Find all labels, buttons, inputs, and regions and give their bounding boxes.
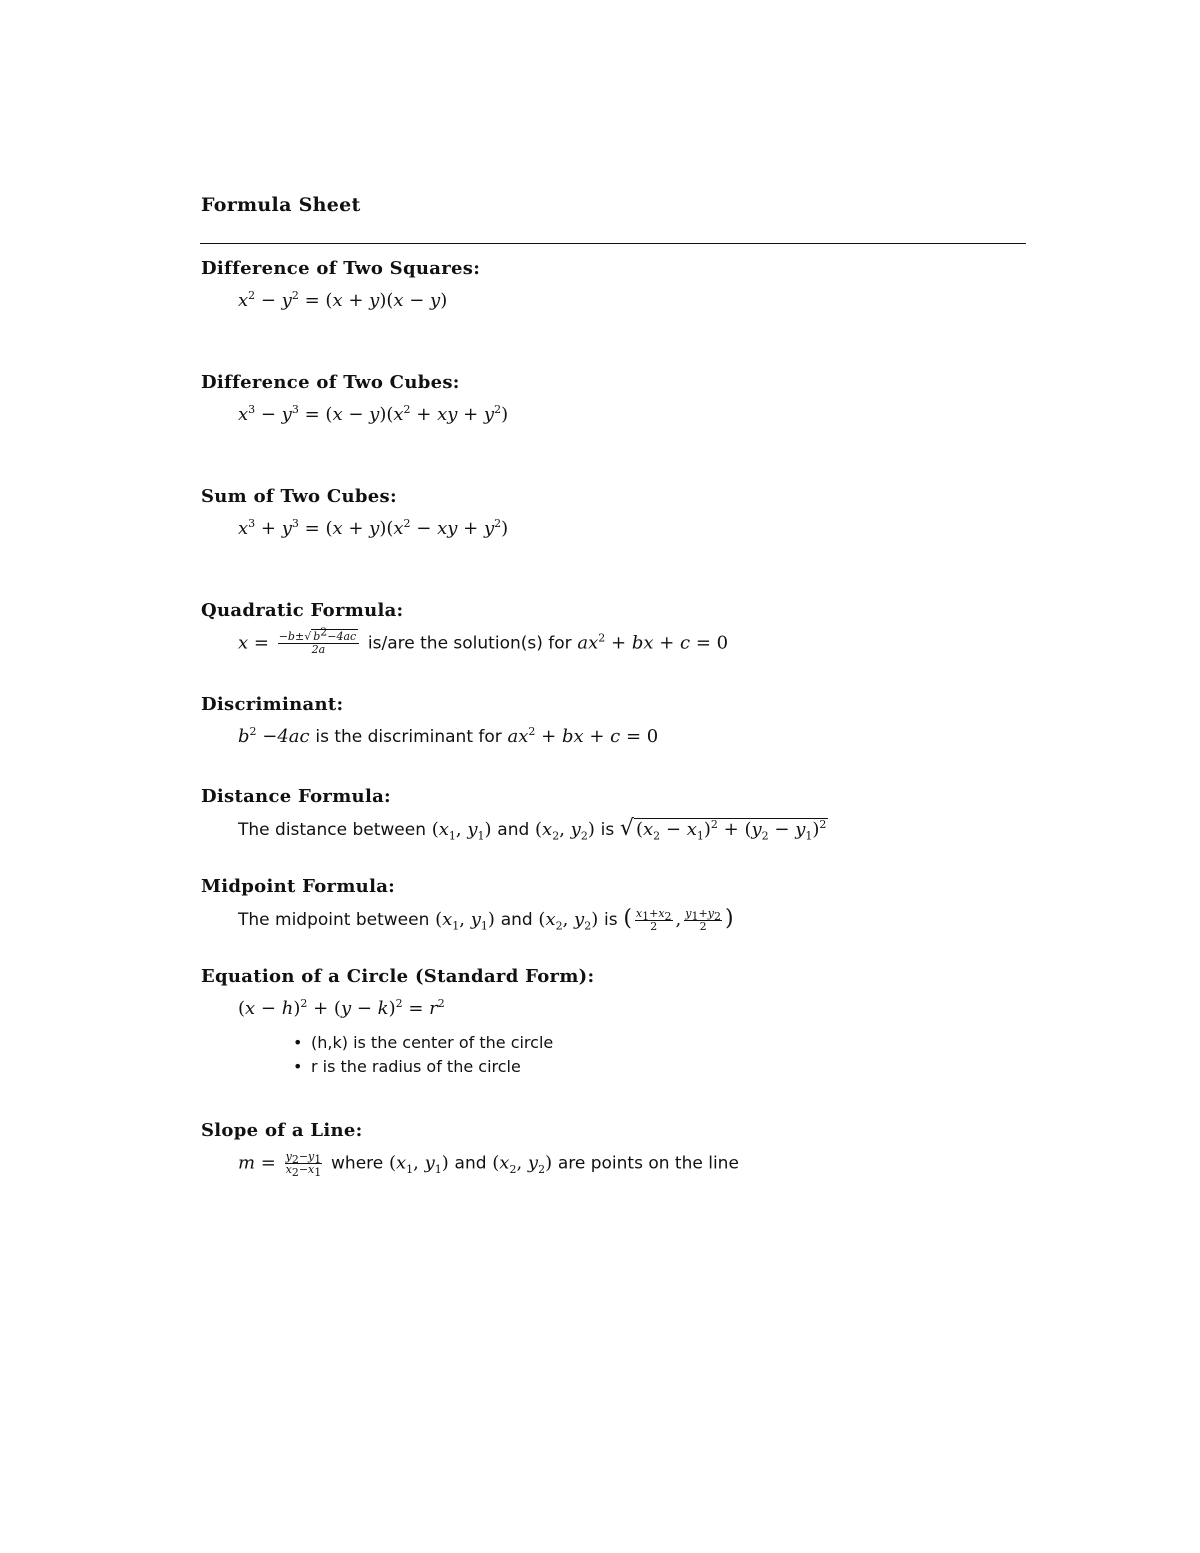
- section-heading: Sum of Two Cubes:: [201, 486, 397, 507]
- section-heading: Distance Formula:: [201, 786, 391, 807]
- section-equation-of-circle: [201, 965, 594, 1079]
- midpoint-text-and: and: [500, 910, 533, 930]
- section-discriminant: [201, 693, 658, 749]
- slope-text-and: and: [454, 1153, 487, 1174]
- quadratic-text: is/are the solution(s) for: [367, 633, 572, 654]
- distance-formula: The distance between ($x_1$, $y_1$) and ($x_2$, $y_2$) is √ $(x_2 - x_1)^2 + (y_2 - y_1)^2$: [238, 816, 827, 843]
- page-title: Formula Sheet: [201, 194, 361, 216]
- section-heading: Difference of Two Cubes:: [201, 372, 460, 393]
- section-heading: Quadratic Formula:: [201, 600, 404, 621]
- midpoint-text-is: is: [603, 910, 618, 930]
- quadratic-formula: x = $\frac{-b\pm√ b^2-4ac}{2a}$ is/are the solution(s) for $ax^2$ + bx + c = 0: [238, 625, 729, 656]
- midpoint-formula: The midpoint between ($x_1$, $y_1$) and ($x_2$, $y_2$) is ( $\frac{x_1+x_2}{2}$ , $\frac{y_1+y_2}{2}$ ): [238, 906, 734, 933]
- midpoint-y-fraction: $\frac{y_1+y_2}{2}$: [685, 906, 721, 933]
- discriminant-formula: $b^2 -4ac$ is the discriminant for $ax^2$ + bx + c = 0: [238, 725, 659, 747]
- distance-text-is: is: [600, 820, 615, 840]
- section-heading: Difference of Two Squares:: [201, 258, 481, 279]
- slope-formula: m = $\frac{y_2-y_1}{x_2-x_1}$ where ($x_1$, $y_1$) and ($x_2$, $y_2$) are points on the line: [238, 1150, 739, 1180]
- distance-text-and: and: [497, 820, 530, 840]
- section-heading: Slope of a Line:: [201, 1120, 363, 1141]
- section-quadratic-formula: [201, 599, 728, 656]
- section-slope-of-line: [201, 1119, 739, 1180]
- slope-fraction: $\frac{y_2-y_1}{x_2-x_1}$: [285, 1150, 322, 1180]
- section-difference-of-two-squares: [201, 257, 480, 313]
- discriminant-text: is the discriminant for: [315, 727, 502, 747]
- midpoint-x-fraction: $\frac{x_1+x_2}{2}$: [635, 906, 672, 933]
- midpoint-text-before: The midpoint between: [238, 910, 430, 930]
- section-distance-formula: [201, 785, 828, 842]
- section-midpoint-formula: [201, 875, 734, 933]
- circle-equation-formula: $(x - h)^2 + (y - k)^2 = r^2$: [238, 997, 445, 1019]
- distance-text-before: The distance between: [238, 820, 426, 840]
- difference-of-cubes-formula: $x^3 - y^3 = (x - y)(x^2$ + xy + $y^2$): [238, 403, 509, 425]
- circle-bullet-list: [293, 1031, 594, 1079]
- section-heading: Discriminant:: [201, 694, 344, 715]
- section-difference-of-two-cubes: [201, 371, 508, 427]
- section-heading: Midpoint Formula:: [201, 876, 396, 897]
- slope-text-where: where: [331, 1153, 384, 1174]
- list-item: • r is the radius of the circle: [293, 1055, 594, 1079]
- difference-of-squares-formula: $x^2 - y^2 = (x + y)(x - y)$: [238, 289, 448, 311]
- quadratic-fraction: $\frac{-b\pm√ b^2-4ac}{2a}$: [278, 631, 359, 656]
- title-divider: [200, 243, 1026, 244]
- sum-of-cubes-formula: $x^3 + y^3 = (x + y)(x^2$ − xy + $y^2$): [238, 517, 509, 539]
- section-sum-of-two-cubes: [201, 485, 508, 541]
- section-heading: Equation of a Circle (Standard Form):: [201, 966, 595, 987]
- list-item: • (h,k) is the center of the circle: [293, 1031, 594, 1055]
- slope-text-after: are points on the line: [557, 1153, 739, 1174]
